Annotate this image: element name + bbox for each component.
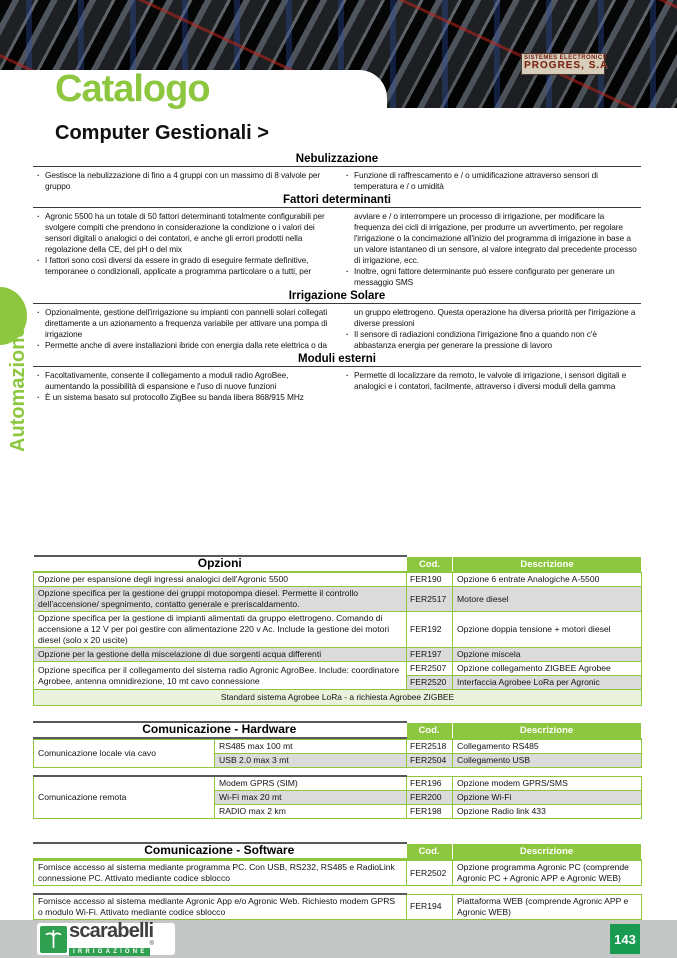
bullet-dot-icon [346,266,354,288]
software-row-pc [33,860,642,886]
table-row [34,861,642,886]
option-description: Opzione specifica per la gestione di impianti alimentati da gruppo elettrogeno. Comando di accensione a 12 V per poi gestire con alimentazione 220 v Ac. Include la gestione dei motori diesel (solo x 20 uscite) [34,612,407,648]
section-right-column [346,370,639,403]
table-row [34,648,642,662]
code-cell: FER2504 [407,754,453,768]
logo-subtitle: IRRIGAZIONE [69,948,150,956]
bullet-text: È un sistema basato sul protocollo ZigBee su banda libera 868/915 MHz [45,392,304,402]
code-cell: FER2520 [407,676,453,690]
code-cell: FER190 [407,572,453,587]
section-title: Irrigazione Solare [33,290,641,304]
desc-cell: Opzione Wi-Fi [453,791,642,805]
bullet-item [37,340,330,351]
table-footnote-row [34,690,642,706]
bullet-text: Opzionalmente, gestione dell'irrigazione su impianti con pannelli solari collegati direttamente a un azionamento a frequenza variabile per attivare una pompa di irrigazione [45,307,328,339]
registered-mark: ® [149,941,154,947]
item-name: RADIO max 2 km [215,805,407,819]
table-header-row [33,843,641,859]
section-nebulizzazione [33,153,641,194]
bullet-dot-icon [346,329,354,351]
option-description: Fornisce accesso al sistema mediante programma PC. Con USB, RS232, RS485 e RadioLink connessione PC. Attivato mediante codice sblocco [34,861,407,886]
code-cell: FER2517 [407,587,453,612]
sidebar-label: Automazione [7,326,29,452]
desc-cell: Motore diesel [453,587,642,612]
desc-cell: Opzione programma Agronic PC (comprende Agronic PC + Agronic APP e Agronic WEB) [453,861,642,886]
bullet-dot-icon [37,340,45,351]
option-description: Opzione per la gestione della miscelazione di due sorgenti acqua differenti [34,648,407,662]
section-right-column [346,170,639,192]
bullet-dot-icon [346,370,354,392]
hardware-table-header [33,721,642,739]
bullet-dot-icon [37,255,45,277]
bullet-text: avviare e / o interrompere un processo di irrigazione, per modificare la frequenza dei cicli di irrigazione, per produrre un avvertimento, per regolare l'irrigazione o la concimazione all'inizio del programma di irrigazione in base a un valore istantaneo di un sensore, al valore integrato dal precedente processo di irrigazione, ecc. [354,211,637,265]
bullet-item [37,370,330,392]
bullet-dot-icon [346,170,354,192]
code-cell: FER192 [407,612,453,648]
desc-cell: Collegamento USB [453,754,642,768]
section-irrigazione-solare [33,290,641,353]
bullet-item [37,211,330,255]
bullet-dot-icon [37,370,45,392]
table-row [34,572,642,587]
bullet-text: Permette anche di avere installazioni ibride con energia dalla rete elettrica o da [45,340,327,350]
desc-column-header: Descrizione [452,722,641,738]
software-table-header [33,842,642,860]
section-left-column [37,370,330,403]
section-title: Nebulizzazione [33,153,641,167]
bullet-dot-icon [37,170,45,192]
bullet-dot-icon [37,392,45,403]
option-description: Opzione specifica per il collegamento del sistema radio Agronic AgroBee. Include: coordinatore Agrobee, antenna omnidirezione, 10 mt cavo connessione [34,662,407,690]
bullet-item [346,170,639,192]
desc-cell: Opzione miscela [453,648,642,662]
desc-cell: Opzione modem GPRS/SMS [453,776,642,791]
code-cell: FER2502 [407,861,453,886]
code-cell: FER194 [407,894,453,920]
product-tables [33,555,641,920]
footer-bar [0,920,677,958]
table-header-row [33,722,641,738]
desc-cell: Opzione doppia tensione + motori diesel [453,612,642,648]
bullet-item [37,255,330,277]
bullet-item [346,266,639,288]
bullet-text: Facoltativamente, consente il collegamento a moduli radio AgroBee, aumentando la possibilità di espansione e l'uso di nuove funzioni [45,370,289,391]
footnote-text: Standard sistema Agrobee LoRa - a richiesta Agrobee ZIGBEE [34,690,642,706]
table-title: Opzioni [34,556,407,572]
table-gap [33,886,641,893]
desc-column-header: Descrizione [453,556,642,572]
bullet-dot-icon [37,307,45,340]
bullet-text: Agronic 5500 ha un totale di 50 fattori determinanti totalmente configurabili per svolgere compiti che prendono in considerazione la condizione o i valori dei sensori digitali o analogici o dei contatori, e anche gli errori prodotti nella regolazione della CE, del pH o del mix [45,211,325,254]
group-label: Comunicazione locale via cavo [34,740,215,768]
bullet-text: Il sensore di radiazioni condiziona l'irrigazione fino a quando non c'è abbastanza energia per generare la pressione di lavoro [354,329,597,350]
section-right-column [346,211,639,288]
table-row [34,894,642,920]
bullet-dot-icon [37,211,45,255]
page-number-badge: 143 [610,924,640,954]
continuation-item [346,307,639,329]
table-header-row [34,556,642,572]
feature-sections [33,153,641,405]
code-cell: FER196 [407,776,453,791]
desc-cell: Opzione Radio link 433 [453,805,642,819]
bullet-text: Gestisce la nebulizzazione di fino a 4 gruppi con un massimo di 8 valvole per gruppo [45,170,321,191]
progres-logo [521,53,609,75]
section-left-column [37,307,330,351]
bullet-spacer [346,211,354,266]
code-cell: FER198 [407,805,453,819]
page-title: Catalogo [55,68,210,110]
progres-logo-line1: SISTEMES ELECTRONICS [524,55,608,61]
table-title: Comunicazione - Software [33,843,406,859]
table-row [34,612,642,648]
code-cell: FER197 [407,648,453,662]
opzioni-table [33,555,642,706]
progres-logo-line2: PROGRES, S.A [524,60,609,72]
section-right-column [346,307,639,351]
logo-wordmark: scarabelli [69,920,154,942]
bullet-item [37,307,330,340]
option-description: Opzione per espansione degli ingressi analogici dell'Agronic 5500 [34,572,407,587]
item-name: USB 2.0 max 3 mt [215,754,407,768]
bullet-text: I fattori sono così diversi da essere in grado di eseguire fermate definitive, temporanee o condizionali, applicate a programma particolare o a tutti, per [45,255,311,276]
bullet-item [346,329,639,351]
hardware-group-remote [33,775,642,819]
option-description: Opzione specifica per la gestione dei gruppi motopompa diesel. Permette il controllo dell'accensione/ spegnimento, contatto generale e preriscaldamento. [34,587,407,612]
code-cell: FER200 [407,791,453,805]
desc-cell: Piattaforma WEB (comprende Agronic APP e Agronic WEB) [453,894,642,920]
table-row [34,776,642,791]
bullet-item [37,170,330,192]
hardware-group-local [33,739,642,768]
scarabelli-logo [37,920,175,955]
table-row [34,662,642,676]
bullet-text: Inoltre, ogni fattore determinante può essere configurato per generare un messaggio SMS [354,266,615,287]
bullet-text: Funzione di raffrescamento e / o umidificazione attraverso sensori di temperatura e / o umidità [354,170,598,191]
cod-column-header: Cod. [407,556,453,572]
section-title: Fattori determinanti [33,194,641,208]
item-name: Wi-Fi max 20 mt [215,791,407,805]
section-moduli-esterni [33,353,641,405]
fountain-icon [40,926,67,953]
continuation-item [346,211,639,266]
bullet-spacer [346,307,354,329]
section-title: Moduli esterni [33,353,641,367]
category-heading: Computer Gestionali > [55,122,269,144]
code-cell: FER2507 [407,662,453,676]
desc-cell: Interfaccia Agrobee LoRa per Agronic [453,676,642,690]
section-left-column [37,170,330,192]
item-name: RS485 max 100 mt [215,740,407,754]
bullet-text: un gruppo elettrogeno. Questa operazione ha diversa priorità per l'irrigazione a diverse pressioni [354,307,636,328]
desc-cell: Opzione 6 entrate Analogiche A-5500 [453,572,642,587]
table-row [34,587,642,612]
bullet-item [37,392,330,403]
table-gap [33,768,641,775]
cod-column-header: Cod. [406,843,452,859]
code-cell: FER2518 [407,740,453,754]
section-fattori-determinanti [33,194,641,290]
section-left-column [37,211,330,288]
desc-cell: Opzione collegamento ZIGBEE Agrobee [453,662,642,676]
table-row [34,740,642,754]
table-title: Comunicazione - Hardware [33,722,406,738]
group-label: Comunicazione remota [34,776,215,819]
cod-column-header: Cod. [406,722,452,738]
desc-cell: Collegamento RS485 [453,740,642,754]
option-description: Fornisce accesso al sistema mediante Agronic App e/o Agronic Web. Richiesto modem GPRS o modulo Wi-Fi. Attivato mediante codice sblocco [34,894,407,920]
bullet-item [346,370,639,392]
desc-column-header: Descrizione [452,843,641,859]
software-row-web [33,893,642,920]
item-name: Modem GPRS (SIM) [215,776,407,791]
bullet-text: Permette di localizzare da remoto, le valvole di irrigazione, i sensori digitali e analogici e i contatori, facilmente, attraverso i diversi moduli della gamma [354,370,627,391]
